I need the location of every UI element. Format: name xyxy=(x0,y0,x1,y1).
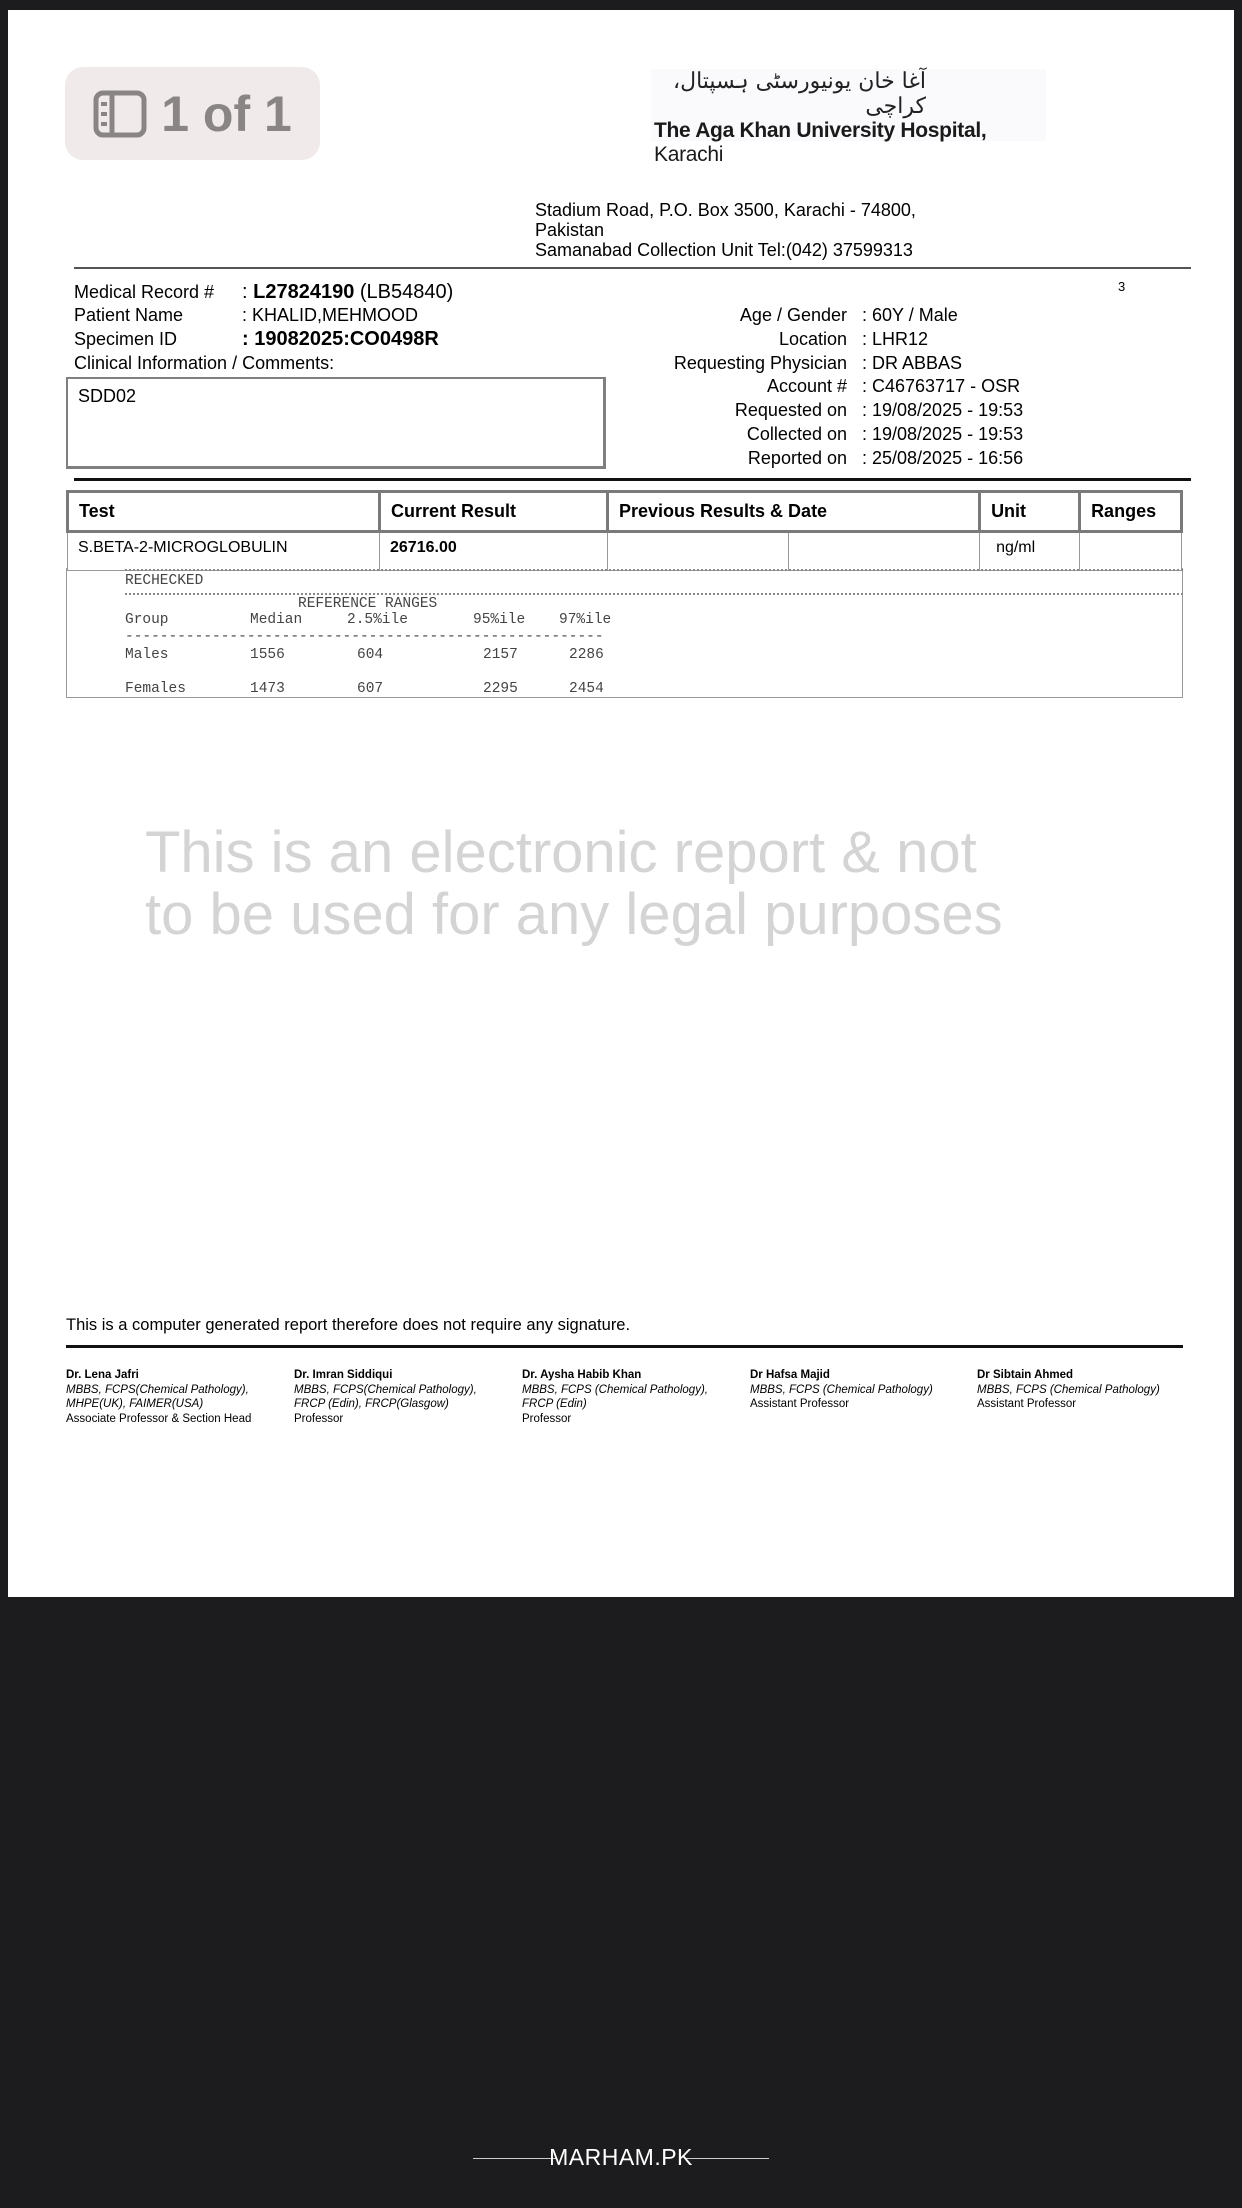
divider xyxy=(74,267,1191,269)
detail-value: : 19/08/2025 - 19:53 xyxy=(862,424,1024,444)
divider xyxy=(66,1345,1183,1348)
detail-label: Reported on xyxy=(747,448,847,468)
doctor-qualifications: MBBS, FCPS (Chemical Pathology) xyxy=(977,1383,1160,1396)
hospital-address: Stadium Road, P.O. Box 3500, Karachi - 74800, Pakistan Samanabad Collection Unit Tel:(042) 37599313 xyxy=(535,200,916,260)
logo-fragment xyxy=(225,58,259,76)
ref-cell: 1556 xyxy=(250,647,285,663)
ref-header-cell: 97%ile xyxy=(559,612,612,628)
unit: ng/ml xyxy=(980,532,1080,571)
doctor-name: Dr. Aysha Habib Khan xyxy=(522,1369,642,1381)
ref-cell: 2295 xyxy=(483,681,518,697)
doctor-name: Dr Hafsa Majid xyxy=(750,1369,830,1381)
doctor-qualifications: MBBS, FCPS(Chemical Pathology), xyxy=(66,1383,249,1396)
hospital-logo xyxy=(651,69,1046,166)
ref-cell: 2454 xyxy=(569,681,604,697)
ref-header-cell: Median xyxy=(250,612,303,628)
doctor-title: Assistant Professor xyxy=(750,1398,850,1410)
ref-cell: 1473 xyxy=(250,681,285,697)
doctor-qualifications: FRCP (Edin), FRCP(Glasgow) xyxy=(294,1398,449,1410)
ref-cell: Males xyxy=(125,647,169,663)
doctor-name: Dr. Imran Siddiqui xyxy=(294,1369,393,1381)
doctor-entry xyxy=(750,1368,933,1412)
doctor-title: Professor xyxy=(294,1412,344,1425)
previous-result xyxy=(608,532,789,571)
doctor-qualifications: MBBS, FCPS (Chemical Pathology), xyxy=(522,1383,708,1396)
doctor-qualifications: MBBS, FCPS(Chemical Pathology), xyxy=(294,1383,477,1396)
ref-cell: Females xyxy=(125,681,186,697)
ranges xyxy=(1080,532,1182,571)
detail-label: Requesting Physician xyxy=(673,353,847,373)
ref-header-cell: Group xyxy=(125,612,169,628)
logo-english-text: The Aga Khan University Hospital, Karachi xyxy=(654,119,987,166)
recheck-note: RECHECKED xyxy=(125,573,204,589)
doctor-qualifications: MBBS, FCPS (Chemical Pathology) xyxy=(750,1383,933,1396)
signature-note: This is a computer generated report therefore does not require any signature. xyxy=(66,1316,631,1334)
detail-label: Requested on xyxy=(734,400,847,420)
dotted-divider xyxy=(125,593,1183,595)
detail-value: : 25/08/2025 - 16:56 xyxy=(862,448,1024,468)
reference-title: REFERENCE RANGES xyxy=(298,596,438,612)
col-current-result: Current Result xyxy=(380,492,608,532)
divider xyxy=(74,478,1191,481)
current-result: 26716.00 xyxy=(380,532,608,571)
ref-header-cell: 2.5%ile xyxy=(347,612,408,628)
doctor-entry xyxy=(294,1368,477,1426)
brand-watermark: MARHAM.PK xyxy=(549,2144,693,2170)
test-name: S.BETA-2-MICROGLOBULIN xyxy=(68,532,380,571)
doctor-title: Assistant Professor xyxy=(977,1398,1077,1410)
detail-label: Collected on xyxy=(746,424,847,444)
page-indicator[interactable] xyxy=(65,67,320,160)
doctor-qualifications: FRCP (Edin) xyxy=(522,1398,587,1410)
previous-date xyxy=(789,532,980,571)
table-row xyxy=(68,532,1182,571)
specimen-value: : 19082025:CO0498R xyxy=(242,328,439,350)
mr-label: Medical Record # xyxy=(74,282,215,302)
doctor-entry xyxy=(66,1368,251,1426)
detail-label: Location xyxy=(778,329,847,349)
ref-cell: 604 xyxy=(357,647,384,663)
dashes: ------------------------------------------------------- xyxy=(125,629,604,645)
page-indicator-text: 1 of 1 xyxy=(161,85,292,142)
specimen-label: Specimen ID xyxy=(74,329,178,349)
results-table xyxy=(66,490,1183,571)
detail-label: Account # xyxy=(766,376,847,396)
mr-value: : L27824190 (LB54840) xyxy=(242,281,454,303)
patient-name-value: : KHALID,MEHMOOD xyxy=(242,305,419,325)
ref-cell: 2286 xyxy=(569,647,604,663)
detail-value: : 19/08/2025 - 19:53 xyxy=(862,400,1024,420)
page-code: 3 xyxy=(1118,279,1126,294)
doctor-title: Associate Professor & Section Head xyxy=(66,1412,252,1425)
detail-value: : LHR12 xyxy=(862,329,929,349)
detail-value: : 60Y / Male xyxy=(862,305,958,325)
clinical-comments-box: SDD02 xyxy=(66,377,606,469)
dotted-divider xyxy=(125,569,1183,571)
sidebar-icon xyxy=(93,90,147,138)
col-previous-results: Previous Results & Date xyxy=(608,492,980,532)
report-page xyxy=(8,10,1234,1597)
col-unit: Unit xyxy=(980,492,1080,532)
doctor-name: Dr. Lena Jafri xyxy=(66,1369,139,1381)
doctor-entry xyxy=(522,1368,708,1426)
col-test: Test xyxy=(68,492,380,532)
ref-cell: 2157 xyxy=(483,647,518,663)
watermark: This is an electronic report & not to be used for any legal purposes xyxy=(145,820,1003,947)
doctor-qualifications: MHPE(UK), FAIMER(USA) xyxy=(66,1398,204,1410)
ref-header-cell: 95%ile xyxy=(473,612,526,628)
detail-value: : C46763717 - OSR xyxy=(862,376,1021,396)
col-ranges: Ranges xyxy=(1080,492,1182,532)
clinical-label: Clinical Information / Comments: xyxy=(74,353,335,373)
doctor-entry xyxy=(977,1368,1160,1412)
doctor-title: Professor xyxy=(522,1412,572,1425)
logo-urdu-text: آغا خان یونیورسٹی ہسپتال، کراچی xyxy=(673,69,926,119)
ref-cell: 607 xyxy=(357,681,384,697)
doctor-name: Dr Sibtain Ahmed xyxy=(977,1369,1074,1381)
detail-label: Age / Gender xyxy=(739,305,847,325)
detail-value: : DR ABBAS xyxy=(862,353,963,373)
patient-name-label: Patient Name xyxy=(74,305,184,325)
